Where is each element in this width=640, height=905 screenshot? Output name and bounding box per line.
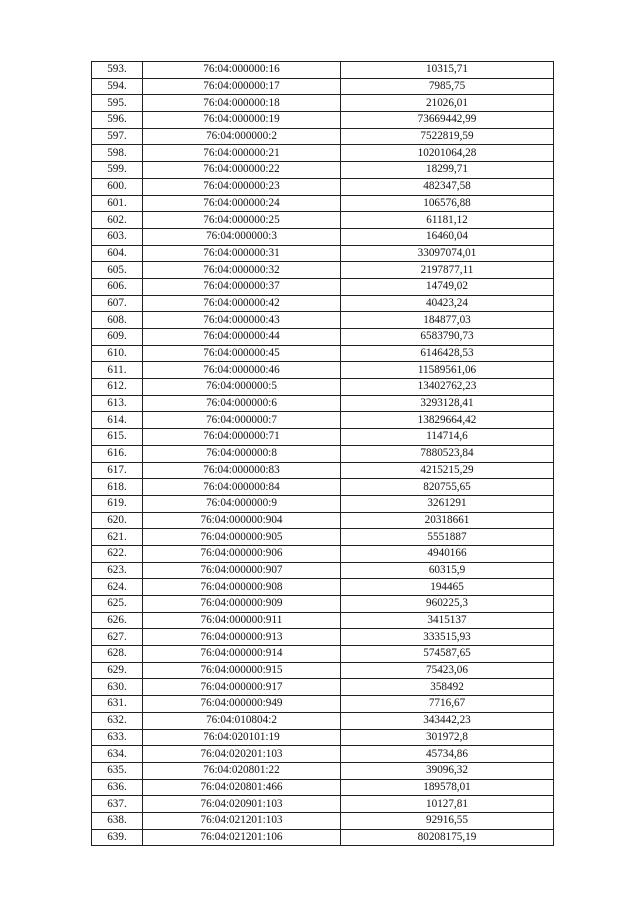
cadastral-number-cell: 76:04:000000:906 [143, 545, 341, 562]
cadastral-number-cell: 76:04:021201:103 [143, 812, 341, 829]
row-number-cell: 594. [92, 78, 143, 95]
row-number-cell: 624. [92, 579, 143, 596]
cadastral-value-cell: 33097074,01 [341, 245, 554, 262]
cadastral-value-cell: 14749,02 [341, 278, 554, 295]
cadastral-value-table [91, 61, 554, 846]
row-number-cell: 614. [92, 412, 143, 429]
table-row [92, 62, 554, 79]
cadastral-number-cell: 76:04:000000:905 [143, 529, 341, 546]
table-row [92, 379, 554, 396]
row-number-cell: 635. [92, 762, 143, 779]
cadastral-value-cell: 189578,01 [341, 779, 554, 796]
row-number-cell: 617. [92, 462, 143, 479]
table-row [92, 762, 554, 779]
row-number-cell: 610. [92, 345, 143, 362]
row-number-cell: 607. [92, 295, 143, 312]
table-row [92, 612, 554, 629]
table-row [92, 329, 554, 346]
row-number-cell: 631. [92, 696, 143, 713]
cadastral-number-cell: 76:04:000000:6 [143, 395, 341, 412]
row-number-cell: 596. [92, 112, 143, 129]
cadastral-value-cell: 20318661 [341, 512, 554, 529]
cadastral-value-cell: 574587,65 [341, 646, 554, 663]
cadastral-number-cell: 76:04:000000:22 [143, 162, 341, 179]
cadastral-value-cell: 92916,55 [341, 812, 554, 829]
table-row [92, 712, 554, 729]
cadastral-value-cell: 301972,8 [341, 729, 554, 746]
cadastral-value-cell: 482347,58 [341, 178, 554, 195]
cadastral-number-cell: 76:04:020101:19 [143, 729, 341, 746]
cadastral-number-cell: 76:04:000000:46 [143, 362, 341, 379]
cadastral-number-cell: 76:04:000000:84 [143, 479, 341, 496]
table-row [92, 562, 554, 579]
cadastral-value-cell: 184877,03 [341, 312, 554, 329]
cadastral-value-cell: 114714,6 [341, 429, 554, 446]
row-number-cell: 622. [92, 545, 143, 562]
cadastral-number-cell: 76:04:000000:24 [143, 195, 341, 212]
table-row [92, 462, 554, 479]
table-row [92, 495, 554, 512]
cadastral-number-cell: 76:04:000000:43 [143, 312, 341, 329]
cadastral-value-cell: 7716,67 [341, 696, 554, 713]
cadastral-value-cell: 21026,01 [341, 95, 554, 112]
row-number-cell: 606. [92, 278, 143, 295]
table-row [92, 796, 554, 813]
cadastral-value-cell: 4215215,29 [341, 462, 554, 479]
cadastral-number-cell: 76:04:000000:19 [143, 112, 341, 129]
cadastral-number-cell: 76:04:000000:908 [143, 579, 341, 596]
row-number-cell: 613. [92, 395, 143, 412]
cadastral-number-cell: 76:04:021201:106 [143, 829, 341, 846]
table-body [92, 62, 554, 846]
cadastral-number-cell: 76:04:000000:23 [143, 178, 341, 195]
row-number-cell: 597. [92, 128, 143, 145]
cadastral-value-cell: 106576,88 [341, 195, 554, 212]
table-row [92, 812, 554, 829]
table-row [92, 529, 554, 546]
cadastral-number-cell: 76:04:000000:31 [143, 245, 341, 262]
row-number-cell: 638. [92, 812, 143, 829]
cadastral-value-cell: 10201064,28 [341, 145, 554, 162]
cadastral-number-cell: 76:04:020801:22 [143, 762, 341, 779]
row-number-cell: 602. [92, 212, 143, 229]
table-row [92, 579, 554, 596]
row-number-cell: 623. [92, 562, 143, 579]
row-number-cell: 611. [92, 362, 143, 379]
table-row [92, 629, 554, 646]
cadastral-number-cell: 76:04:000000:25 [143, 212, 341, 229]
cadastral-number-cell: 76:04:000000:9 [143, 495, 341, 512]
row-number-cell: 609. [92, 329, 143, 346]
cadastral-number-cell: 76:04:000000:949 [143, 696, 341, 713]
cadastral-value-cell: 10315,71 [341, 62, 554, 79]
table-row [92, 445, 554, 462]
cadastral-value-cell: 358492 [341, 679, 554, 696]
cadastral-number-cell: 76:04:000000:2 [143, 128, 341, 145]
row-number-cell: 633. [92, 729, 143, 746]
row-number-cell: 621. [92, 529, 143, 546]
cadastral-value-cell: 3415137 [341, 612, 554, 629]
cadastral-number-cell: 76:04:000000:5 [143, 379, 341, 396]
cadastral-value-cell: 3293128,41 [341, 395, 554, 412]
table-row [92, 679, 554, 696]
cadastral-number-cell: 76:04:020801:466 [143, 779, 341, 796]
table-row [92, 78, 554, 95]
row-number-cell: 618. [92, 479, 143, 496]
table-row [92, 429, 554, 446]
row-number-cell: 627. [92, 629, 143, 646]
cadastral-number-cell: 76:04:020201:103 [143, 746, 341, 763]
table-row [92, 545, 554, 562]
cadastral-value-cell: 18299,71 [341, 162, 554, 179]
cadastral-number-cell: 76:04:000000:907 [143, 562, 341, 579]
row-number-cell: 619. [92, 495, 143, 512]
table-row [92, 295, 554, 312]
row-number-cell: 620. [92, 512, 143, 529]
cadastral-value-cell: 80208175,19 [341, 829, 554, 846]
row-number-cell: 593. [92, 62, 143, 79]
cadastral-value-cell: 194465 [341, 579, 554, 596]
cadastral-number-cell: 76:04:000000:8 [143, 445, 341, 462]
cadastral-value-cell: 61181,12 [341, 212, 554, 229]
row-number-cell: 639. [92, 829, 143, 846]
cadastral-value-cell: 45734,86 [341, 746, 554, 763]
cadastral-value-cell: 6583790,73 [341, 329, 554, 346]
table-row [92, 228, 554, 245]
cadastral-value-cell: 75423,06 [341, 662, 554, 679]
cadastral-number-cell: 76:04:000000:909 [143, 596, 341, 613]
row-number-cell: 634. [92, 746, 143, 763]
cadastral-value-cell: 7880523,84 [341, 445, 554, 462]
table-row [92, 128, 554, 145]
cadastral-value-cell: 11589561,06 [341, 362, 554, 379]
table-row [92, 112, 554, 129]
cadastral-value-cell: 4940166 [341, 545, 554, 562]
row-number-cell: 599. [92, 162, 143, 179]
cadastral-number-cell: 76:04:000000:21 [143, 145, 341, 162]
cadastral-value-cell: 16460,04 [341, 228, 554, 245]
cadastral-number-cell: 76:04:000000:913 [143, 629, 341, 646]
table-row [92, 212, 554, 229]
cadastral-number-cell: 76:04:000000:42 [143, 295, 341, 312]
cadastral-number-cell: 76:04:000000:32 [143, 262, 341, 279]
row-number-cell: 604. [92, 245, 143, 262]
row-number-cell: 626. [92, 612, 143, 629]
cadastral-value-cell: 13402762,23 [341, 379, 554, 396]
cadastral-number-cell: 76:04:000000:44 [143, 329, 341, 346]
cadastral-number-cell: 76:04:000000:7 [143, 412, 341, 429]
cadastral-number-cell: 76:04:000000:917 [143, 679, 341, 696]
table-row [92, 512, 554, 529]
table-row [92, 729, 554, 746]
cadastral-value-cell: 343442,23 [341, 712, 554, 729]
cadastral-value-cell: 2197877,11 [341, 262, 554, 279]
cadastral-number-cell: 76:04:000000:904 [143, 512, 341, 529]
table-row [92, 312, 554, 329]
row-number-cell: 632. [92, 712, 143, 729]
table-row [92, 746, 554, 763]
cadastral-number-cell: 76:04:000000:16 [143, 62, 341, 79]
cadastral-value-cell: 13829664,42 [341, 412, 554, 429]
table-row [92, 145, 554, 162]
table-row [92, 278, 554, 295]
row-number-cell: 605. [92, 262, 143, 279]
cadastral-value-cell: 7985,75 [341, 78, 554, 95]
cadastral-value-cell: 960225,3 [341, 596, 554, 613]
row-number-cell: 616. [92, 445, 143, 462]
cadastral-number-cell: 76:04:000000:914 [143, 646, 341, 663]
row-number-cell: 625. [92, 596, 143, 613]
table-row [92, 596, 554, 613]
cadastral-number-cell: 76:04:000000:18 [143, 95, 341, 112]
cadastral-value-cell: 7522819,59 [341, 128, 554, 145]
cadastral-number-cell: 76:04:000000:45 [143, 345, 341, 362]
cadastral-value-cell: 10127,81 [341, 796, 554, 813]
cadastral-number-cell: 76:04:000000:915 [143, 662, 341, 679]
cadastral-value-cell: 3261291 [341, 495, 554, 512]
table-row [92, 195, 554, 212]
table-row [92, 162, 554, 179]
table-row [92, 345, 554, 362]
row-number-cell: 595. [92, 95, 143, 112]
table-row [92, 262, 554, 279]
cadastral-number-cell: 76:04:010804:2 [143, 712, 341, 729]
cadastral-value-cell: 5551887 [341, 529, 554, 546]
table-row [92, 829, 554, 846]
row-number-cell: 612. [92, 379, 143, 396]
cadastral-value-cell: 73669442,99 [341, 112, 554, 129]
table-row [92, 412, 554, 429]
table-row [92, 395, 554, 412]
row-number-cell: 603. [92, 228, 143, 245]
cadastral-number-cell: 76:04:000000:37 [143, 278, 341, 295]
row-number-cell: 637. [92, 796, 143, 813]
row-number-cell: 628. [92, 646, 143, 663]
table-row [92, 779, 554, 796]
cadastral-number-cell: 76:04:000000:17 [143, 78, 341, 95]
row-number-cell: 601. [92, 195, 143, 212]
row-number-cell: 615. [92, 429, 143, 446]
table-row [92, 95, 554, 112]
row-number-cell: 598. [92, 145, 143, 162]
cadastral-number-cell: 76:04:000000:83 [143, 462, 341, 479]
cadastral-number-cell: 76:04:000000:911 [143, 612, 341, 629]
cadastral-value-cell: 60315,9 [341, 562, 554, 579]
cadastral-number-cell: 76:04:000000:71 [143, 429, 341, 446]
row-number-cell: 630. [92, 679, 143, 696]
table-row [92, 696, 554, 713]
table-row [92, 662, 554, 679]
cadastral-number-cell: 76:04:020901:103 [143, 796, 341, 813]
cadastral-number-cell: 76:04:000000:3 [143, 228, 341, 245]
table-row [92, 646, 554, 663]
row-number-cell: 629. [92, 662, 143, 679]
table-row [92, 479, 554, 496]
cadastral-value-cell: 820755,65 [341, 479, 554, 496]
row-number-cell: 600. [92, 178, 143, 195]
cadastral-value-cell: 39096,32 [341, 762, 554, 779]
table-row [92, 362, 554, 379]
cadastral-value-cell: 333515,93 [341, 629, 554, 646]
row-number-cell: 636. [92, 779, 143, 796]
cadastral-value-cell: 6146428,53 [341, 345, 554, 362]
table-row [92, 245, 554, 262]
cadastral-value-cell: 40423,24 [341, 295, 554, 312]
row-number-cell: 608. [92, 312, 143, 329]
table-row [92, 178, 554, 195]
